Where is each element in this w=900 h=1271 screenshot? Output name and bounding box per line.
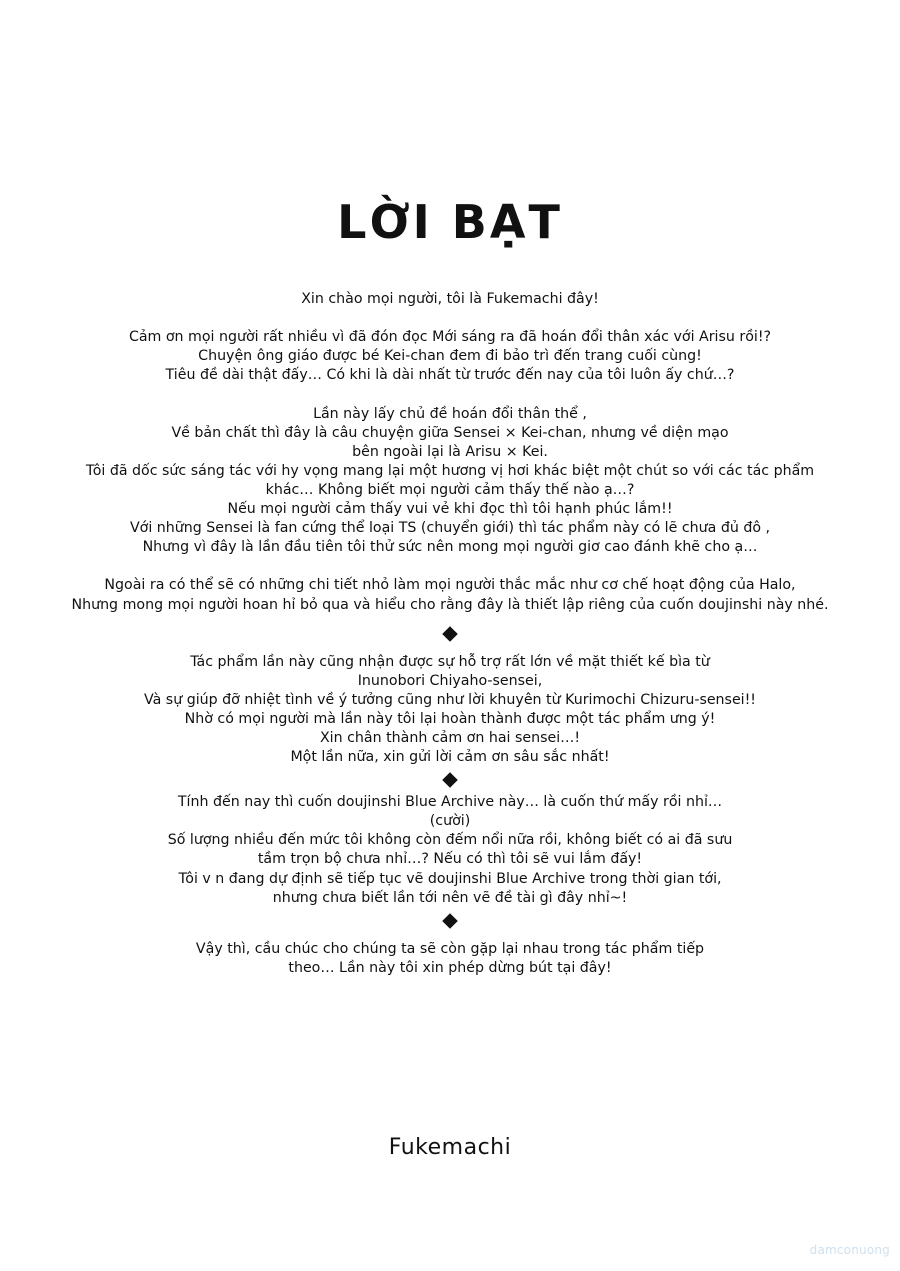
text-line: Với những Sensei là fan cứng thể loại TS (chuyển giới) thì tác phẩm này có lẽ chưa đủ đô , xyxy=(129,520,771,537)
text-line: Về bản chất thì đây là câu chuyện giữa Sensei × Kei-chan, nhưng về diện mạo xyxy=(171,424,729,441)
text-line: Xin chào mọi người, tôi là Fukemachi đây! xyxy=(301,291,599,307)
text-line: Lần này lấy chủ đề hoán đổi thân thể , xyxy=(313,405,587,422)
text-line: Một lần nữa, xin gửi lời cảm ơn sâu sắc nhất! xyxy=(290,749,610,766)
text-line: bên ngoài lại là Arisu × Kei. xyxy=(352,443,548,460)
text-line: Nhưng vì đây là lần đầu tiên tôi thử sức nên mong mọi người giơ cao đánh khẽ cho ạ… xyxy=(142,539,758,556)
separator xyxy=(60,767,840,793)
text-line: nhưng chưa biết lần tới nên vẽ đề tài gì đây nhỉ~! xyxy=(272,889,628,906)
watermark: damconuong xyxy=(809,1243,890,1257)
text-line: (cười) xyxy=(429,813,471,830)
text-line: Nhờ có mọi người mà lần này tôi lại hoàn thành được một tác phẩm ưng ý! xyxy=(184,710,716,727)
text-line: Ngoài ra có thể sẽ có những chi tiết nhỏ làm mọi người thắc mắc như cơ chế hoạt động của Halo, xyxy=(104,577,796,594)
paragraph-series xyxy=(60,793,840,908)
text-line: theo… Lần này tôi xin phép dừng bút tại đây! xyxy=(288,959,612,976)
text-line: Và sự giúp đỡ nhiệt tình về ý tưởng cũng như lời khuyên từ Kurimochi Chizuru-sensei!! xyxy=(144,691,756,708)
diamond-icon xyxy=(442,913,458,929)
text-line: Số lượng nhiều đến mức tôi không còn đếm nổi nữa rồi, không biết có ai đã sưu xyxy=(167,832,733,849)
author-signature: Fukemachi xyxy=(388,1135,512,1160)
text-line: Tác phẩm lần này cũng nhận được sự hỗ trợ rất lớn về mặt thiết kế bìa từ xyxy=(190,653,710,670)
text-line: Chuyện ông giáo được bé Kei-chan đem đi bảo trì đến trang cuối cùng! xyxy=(198,348,702,365)
paragraph-acknowledgements xyxy=(60,653,840,768)
text-line: Inunobori Chiyaho-sensei, xyxy=(357,672,543,689)
text-line: tầm trọn bộ chưa nhỉ…? Nếu có thì tôi sẽ vui lắm đấy! xyxy=(257,851,643,868)
paragraph-thanks xyxy=(60,328,840,385)
text-line: Cảm ơn mọi người rất nhiều vì đã đón đọc Mới sáng ra đã hoán đổi thân xác với Arisu rồi!? xyxy=(128,329,772,346)
text-line: Tính đến nay thì cuốn doujinshi Blue Archive này… là cuốn thứ mấy rồi nhỉ… xyxy=(177,794,723,811)
page-title: LỜI BẠT xyxy=(337,195,563,249)
diamond-icon xyxy=(442,772,458,788)
text-line: Tôi v n đang dự định sẽ tiếp tục vẽ doujinshi Blue Archive trong thời gian tới, xyxy=(178,870,722,887)
paragraph-theme xyxy=(60,405,840,558)
paragraph-closing xyxy=(60,940,840,978)
text-line: Nếu mọi người cảm thấy vui vẻ khi đọc thì tôi hạnh phúc lắm!! xyxy=(227,501,673,518)
paragraph-halo-note xyxy=(60,576,840,614)
text-line: Tôi đã dốc sức sáng tác với hy vọng mang lại một hương vị hơi khác biệt một chút so với các tác phẩm xyxy=(85,462,815,479)
text-line: Vậy thì, cầu chúc cho chúng ta sẽ còn gặp lại nhau trong tác phẩm tiếp xyxy=(195,940,705,957)
text-line: Xin chân thành cảm ơn hai sensei…! xyxy=(319,729,581,746)
text-line: khác… Không biết mọi người cảm thấy thế nào ạ…? xyxy=(265,481,635,498)
separator xyxy=(60,908,840,934)
separator xyxy=(60,615,840,653)
text-line: Tiêu đề dài thật đấy… Có khi là dài nhất từ trước đến nay của tôi luôn ấy chứ…? xyxy=(165,367,735,384)
text-line: Nhưng mong mọi người hoan hỉ bỏ qua và hiểu cho rằng đây là thiết lập riêng của cuốn doujinshi này nhé. xyxy=(71,596,829,613)
diamond-icon xyxy=(442,626,458,642)
afterword-body xyxy=(60,290,840,978)
paragraph-greeting xyxy=(60,290,840,309)
